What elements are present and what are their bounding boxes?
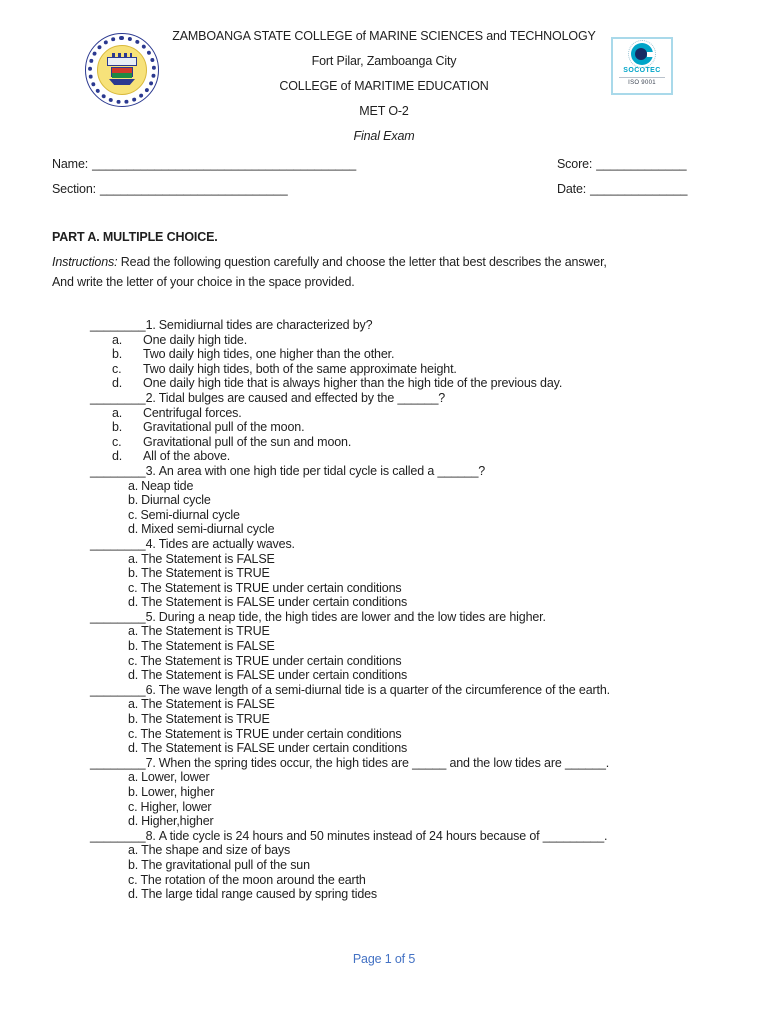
option-text: Semi-diurnal cycle [140, 507, 240, 522]
question-text: Semidiurnal tides are characterized by? [158, 318, 373, 332]
question-2-option-b [112, 420, 744, 435]
option-text: The Statement is FALSE [141, 697, 275, 712]
question-text: When the spring tides occur, the high tides are _____ and the low tides are ______. [158, 755, 610, 770]
question-4-option-c [128, 581, 744, 596]
section-label: Section: [52, 182, 96, 196]
name-label: Name: [52, 157, 89, 171]
question-number: 2. [145, 390, 156, 405]
option-text: The Statement is FALSE under certain conditions [141, 668, 408, 683]
question-text: During a neap tide, the high tides are lower and the low tides are higher. [158, 609, 546, 624]
option-letter: b. [128, 857, 139, 872]
question-number: 4. [145, 536, 156, 551]
socotec-navy-circle [635, 48, 647, 60]
question-3-stem [90, 464, 744, 479]
option-text: Gravitational pull of the moon. [143, 420, 305, 435]
page-number: Page 1 of 5 [352, 952, 416, 966]
option-letter: a. [128, 624, 139, 639]
option-text: Diurnal cycle [141, 493, 211, 508]
question-text: Tidal bulges are caused and effected by the ______? [158, 390, 446, 405]
option-letter: a. [128, 697, 139, 712]
socotec-notch [647, 52, 653, 57]
institution-address: Fort Pilar, Zamboanga City [311, 54, 457, 68]
option-text: Higher, lower [140, 799, 212, 814]
option-letter: b. [128, 785, 139, 799]
question-6 [90, 683, 744, 756]
question-1-option-b [112, 347, 744, 362]
question-8-option-c [128, 873, 744, 888]
question-6-option-c [128, 727, 744, 742]
question-3-option-c [128, 508, 744, 523]
option-text: All of the above. [143, 449, 231, 464]
socotec-certification-badge [611, 37, 673, 95]
answer-blank: ________ [90, 390, 146, 405]
option-letter: d. [128, 668, 139, 683]
section-blank-line: ___________________________ [99, 182, 288, 196]
question-text: A tide cycle is 24 hours and 50 minutes instead of 24 hours because of _________. [158, 828, 608, 843]
question-2-option-a [112, 406, 744, 421]
option-letter: a. [112, 332, 123, 347]
option-letter: d. [112, 449, 123, 464]
question-text: An area with one high tide per tidal cycle is called a ______? [158, 463, 486, 478]
question-2-option-d [112, 449, 744, 464]
question-1-option-a [112, 333, 744, 348]
option-text: The Statement is FALSE [141, 551, 275, 566]
option-letter: c. [128, 580, 138, 595]
section-field [52, 182, 288, 196]
option-text: Centrifugal forces. [143, 405, 242, 420]
option-letter: b. [112, 347, 123, 362]
question-7-option-c [128, 800, 744, 815]
instructions-label: Instructions: [52, 255, 118, 269]
option-letter: b. [128, 712, 139, 727]
question-1-stem [90, 318, 744, 333]
option-text: The Statement is TRUE [141, 566, 270, 581]
question-2-stem [90, 391, 744, 406]
question-number: 6. [145, 682, 156, 697]
option-text: The Statement is FALSE under certain conditions [141, 595, 408, 610]
socotec-iso-text: ISO 9001 [628, 80, 656, 86]
option-text: The Statement is FALSE [141, 639, 275, 654]
answer-blank: ________ [90, 755, 146, 770]
question-6-option-a [128, 697, 744, 712]
answer-blank: ________ [90, 828, 146, 843]
option-text: The rotation of the moon around the earth [140, 872, 366, 887]
answer-blank: ________ [90, 536, 146, 551]
question-3-option-a [128, 479, 744, 494]
question-3 [90, 464, 744, 537]
date-blank-line: ______________ [590, 182, 688, 196]
question-6-option-d [128, 741, 744, 756]
course-code: MET O-2 [359, 104, 409, 118]
option-letter: a. [128, 478, 139, 493]
option-text: The Statement is TRUE [141, 712, 270, 727]
name-blank-line: ______________________________________ [92, 157, 357, 171]
option-letter: b. [128, 493, 139, 508]
option-letter: b. [128, 566, 139, 581]
question-4-option-d [128, 595, 744, 610]
option-letter: c. [128, 507, 138, 522]
question-5-option-b [128, 639, 744, 654]
option-text: The Statement is TRUE under certain conditions [140, 580, 402, 595]
option-letter: c. [128, 799, 138, 814]
question-4-option-a [128, 552, 744, 567]
option-letter: c. [128, 653, 138, 668]
instructions-line1: Read the following question carefully and choose the letter that best describes the answer, [120, 255, 607, 269]
question-7 [90, 756, 744, 829]
college-name: COLLEGE of MARITIME EDUCATION [279, 79, 489, 93]
option-letter: d. [128, 887, 139, 902]
answer-blank: ________ [90, 682, 146, 697]
question-1-option-c [112, 362, 744, 377]
option-letter: a. [128, 770, 139, 785]
option-letter: a. [128, 551, 139, 566]
name-score-row [52, 157, 687, 171]
option-text: The Statement is TRUE under certain conditions [140, 726, 402, 741]
option-text: The large tidal range caused by spring tides [141, 887, 378, 902]
question-4-option-b [128, 566, 744, 581]
option-letter: c. [112, 361, 122, 376]
question-6-option-b [128, 712, 744, 727]
question-2 [90, 391, 744, 464]
part-a-heading: PART A. MULTIPLE CHOICE. [52, 230, 218, 244]
question-2-option-c [112, 435, 744, 450]
option-letter: b. [128, 639, 139, 654]
answer-blank: ________ [90, 463, 146, 478]
question-1 [90, 318, 744, 391]
answer-blank: ________ [90, 318, 146, 332]
questions-list [90, 318, 744, 902]
option-letter: d. [128, 595, 139, 610]
score-label: Score: [557, 157, 593, 171]
score-field [557, 157, 687, 171]
question-7-stem [90, 756, 744, 771]
question-number: 8. [145, 828, 156, 843]
question-5 [90, 610, 744, 683]
score-blank-line: _____________ [596, 157, 687, 171]
option-letter: a. [128, 843, 139, 858]
question-7-option-a [128, 770, 744, 785]
question-8-option-a [128, 843, 744, 858]
question-number: 1. [145, 318, 156, 332]
option-letter: b. [112, 420, 123, 435]
question-7-option-d [128, 814, 744, 829]
question-8-option-d [128, 887, 744, 902]
option-text: Gravitational pull of the sun and moon. [143, 434, 352, 449]
socotec-brand-text: SOCOTEC [623, 67, 661, 74]
option-text: Higher,higher [141, 814, 214, 829]
question-6-stem [90, 683, 744, 698]
name-field [52, 157, 356, 171]
option-letter: d. [128, 814, 139, 829]
option-letter: c. [112, 434, 122, 449]
question-text: The wave length of a semi-diurnal tide is a quarter of the circumference of the earth. [158, 682, 610, 697]
option-letter: c. [128, 872, 138, 887]
question-1-option-d [112, 376, 744, 391]
option-text: Two daily high tides, both of the same approximate height. [143, 361, 457, 376]
question-5-stem [90, 610, 744, 625]
option-text: The Statement is TRUE [141, 624, 270, 639]
option-text: The Statement is FALSE under certain conditions [141, 741, 408, 756]
option-text: The gravitational pull of the sun [141, 857, 310, 872]
option-letter: d. [128, 522, 139, 537]
socotec-divider [619, 77, 665, 78]
option-letter: c. [128, 726, 138, 741]
question-7-option-b [128, 785, 744, 800]
question-number: 5. [145, 609, 156, 624]
question-5-option-d [128, 668, 744, 683]
question-number: 7. [145, 755, 156, 770]
exam-title: Final Exam [353, 129, 415, 143]
answer-blank: ________ [90, 609, 146, 624]
option-letter: a. [112, 405, 123, 420]
institution-name: ZAMBOANGA STATE COLLEGE of MARINE SCIENCES and TECHNOLOGY [172, 29, 596, 43]
option-text: The Statement is TRUE under certain conditions [140, 653, 402, 668]
option-text: One daily high tide that is always higher than the high tide of the previous day. [143, 376, 563, 391]
option-text: Neap tide [141, 478, 194, 493]
instructions-line2: And write the letter of your choice in the space provided. [52, 275, 355, 289]
option-text: One daily high tide. [143, 332, 248, 347]
question-8 [90, 829, 744, 902]
option-text: Lower, lower [141, 770, 210, 785]
option-letter: d. [112, 376, 123, 391]
date-field [557, 182, 687, 196]
option-letter: d. [128, 741, 139, 756]
question-5-option-a [128, 624, 744, 639]
question-number: 3. [145, 463, 156, 478]
socotec-logo-icon [631, 43, 653, 65]
section-date-row [52, 182, 688, 196]
question-5-option-c [128, 654, 744, 669]
question-4-stem [90, 537, 744, 552]
question-8-stem [90, 829, 744, 844]
instructions-paragraph [52, 252, 708, 292]
option-text: Two daily high tides, one higher than the other. [143, 347, 395, 362]
option-text: Lower, higher [141, 785, 215, 799]
question-3-option-d [128, 522, 744, 537]
question-3-option-b [128, 493, 744, 508]
question-text: Tides are actually waves. [158, 536, 295, 551]
option-text: Mixed semi-diurnal cycle [141, 522, 275, 537]
question-8-option-b [128, 858, 744, 873]
question-4 [90, 537, 744, 610]
option-text: The shape and size of bays [141, 843, 291, 858]
date-label: Date: [557, 182, 587, 196]
